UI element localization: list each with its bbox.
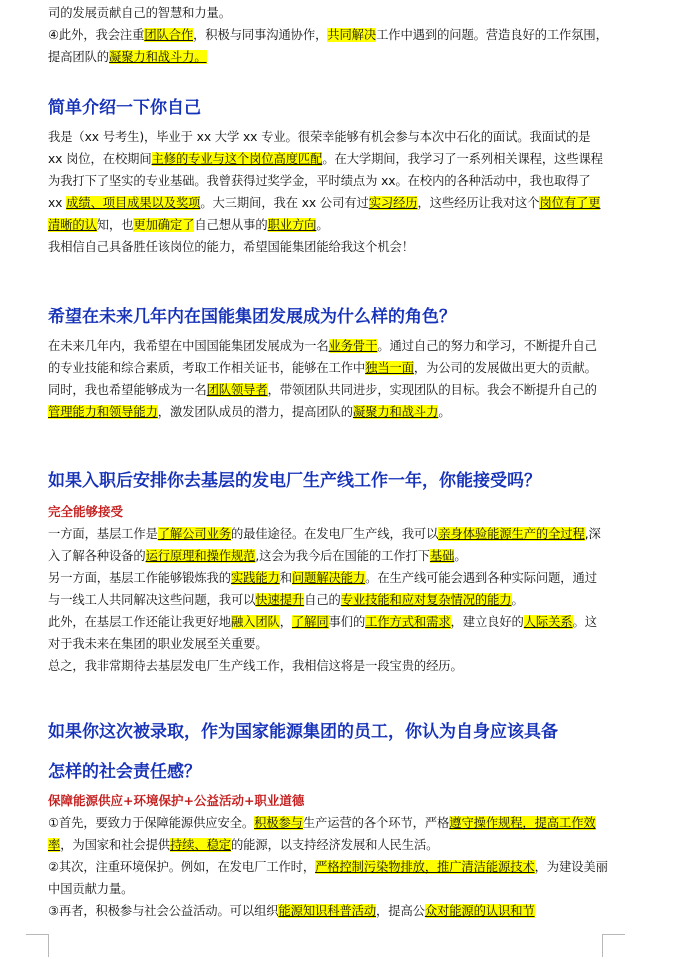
section-social-responsibility [48,720,608,922]
page-corner-mark [26,934,49,957]
paragraph-teamwork: ④此外，我会注重团队合作，积极与同事沟通协作，共同解决工作中遇到的问题。营造良好的工作氛围，提高团队的凝聚力和战斗力。 [48,28,608,64]
section-heading-cont: 怎样的社会责任感？ [48,762,201,782]
section-future-role [48,305,608,423]
section-heading: 简单介绍一下你自己 [48,98,201,118]
paragraph: 同时，我也希望能够成为一名团队领导者，带领团队共同进步，实现团队的目标。我会不断提升自己的管理能力和领导能力，激发团队成员的潜力，提高团队的凝聚力和战斗力。 [48,383,597,419]
page-corner-mark [602,934,625,957]
section-self-intro [48,96,608,258]
answer-summary: 保障能源供应+环境保护+公益活动+职业道德 [48,793,305,808]
section-heading: 希望在未来几年内在国能集团发展成为什么样的角色？ [48,307,456,327]
paragraph: 我相信自己具备胜任该岗位的能力，希望国能集团能给我这个机会！ [48,240,414,254]
section-heading: 如果入职后安排你去基层的发电厂生产线工作一年，你能接受吗？ [48,471,541,491]
paragraph: 另一方面，基层工作能够锻炼我的实践能力和问题解决能力。在生产线可能会遇到各种实际问题，通过与一线工人共同解决这些问题，我可以快速提升自己的专业技能和应对复杂情况的能力。 [48,571,597,607]
section-grassroots-work [48,469,608,677]
paragraph: 在未来几年内，我希望在中国国能集团发展成为一名业务骨干。通过自己的努力和学习，不断提升自己的专业技能和综合素质，考取工作相关证书，能够在工作中独当一面，为公司的发展做出更大的贡献。 [48,339,597,375]
paragraph: ①首先，要致力于保障能源供应安全。积极参与生产运营的各个环节，严格遵守操作规程，提高工作效率，为国家和社会提供持续、稳定的能源，以支持经济发展和人民生活。 [48,816,596,852]
paragraph: 此外，在基层工作还能让我更好地融入团队，了解同事们的工作方式和需求，建立良好的人际关系。这对于我未来在集团的职业发展至关重要。 [48,615,597,651]
paragraph: ③再者，积极参与社会公益活动。可以组织能源知识科普活动，提高公众对能源的认识和节 [48,904,535,918]
continued-paragraph [48,2,608,68]
answer-summary: 完全能够接受 [48,504,124,519]
section-heading: 如果你这次被录取，作为国家能源集团的员工，你认为自身应该具备 [48,722,558,742]
paragraph: 一方面，基层工作是了解公司业务的最佳途径。在发电厂生产线，我可以亲身体验能源生产的全过程,深入了解各种设备的运行原理和操作规范,这会为我今后在国能的工作打下基础。 [48,527,601,563]
paragraph: 我是（xx 号考生)，毕业于 xx 大学 xx 专业。很荣幸能够有机会参与本次中石化的面试。我面试的是 xx 岗位，在校期间主修的专业与这个岗位高度匹配。在大学期间，我学习了一系列相关课程，这些课程为我打下了坚实的专业基础。我曾获得过奖学金，平时绩点为 xx。在校内的各种活动中，我也取得了 xx 成绩、项目成果以及奖项。大三期间，我在 xx 公司有过实习经历，这些经历让我对这个岗位有了更清晰的认知，也更加确定了自己想从事的职业方向。 [48,130,603,232]
paragraph: ②其次，注重环境保护。例如，在发电厂工作时，严格控制污染物排放，推广清洁能源技术，为建设美丽中国贡献力量。 [48,860,608,896]
text-line: 司的发展贡献自己的智慧和力量。 [48,6,231,20]
paragraph: 总之，我非常期待去基层发电厂生产线工作，我相信这将是一段宝贵的经历。 [48,659,463,673]
